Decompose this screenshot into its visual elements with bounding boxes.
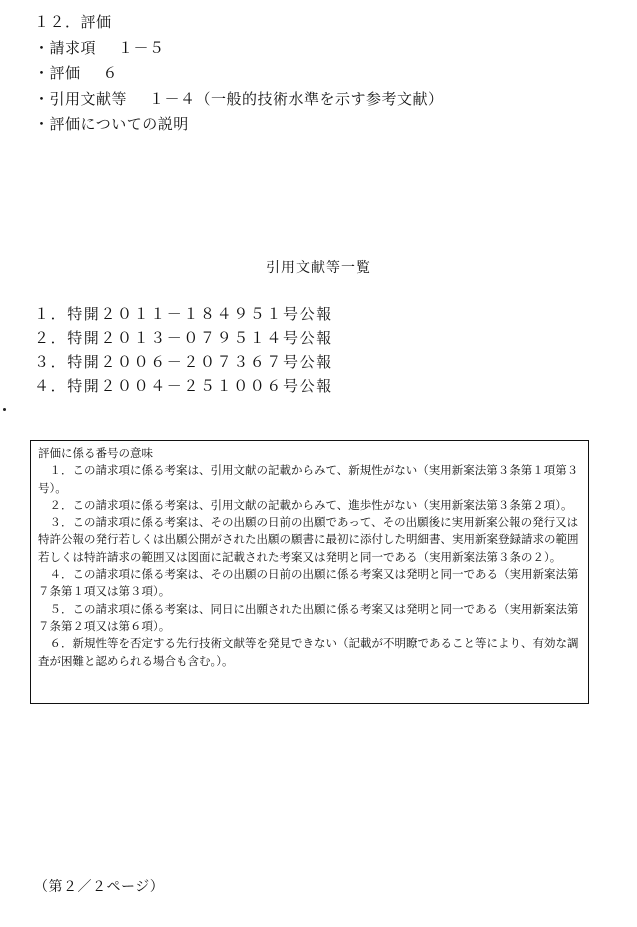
citations-list-title: 引用文献等一覧 <box>266 260 371 276</box>
legend-item: ４．この請求項に係る考案は、その出願の日前の出願に係る考案又は発明と同一である（実用新案法第７条第１項又は第３項）。 <box>38 567 579 599</box>
citations-label: ・引用文献等 <box>34 89 128 108</box>
citations-list <box>34 302 333 398</box>
rating-label: ・評価 <box>34 64 81 82</box>
claims-row <box>34 36 444 62</box>
evaluation-section <box>34 10 444 138</box>
legend-item: ２．この請求項に係る考案は、引用文献の記載からみて、進歩性がない（実用新案法第３条第２項）。 <box>49 497 573 512</box>
legend-item: ６．新規性等を否定する先行技術文献等を発見できない（記載が不明瞭であること等により、有効な調査が困難と認められる場合も含む。）。 <box>38 636 579 668</box>
citation-item: ４．特開２００４－２５１００６号公報 <box>34 377 333 395</box>
legend-title: 評価に係る番号の意味 <box>38 446 153 460</box>
page-number: （第２／２ページ） <box>34 879 165 895</box>
citation-item: ２．特開２０１３－０７９５１４号公報 <box>34 329 333 347</box>
explanation-label: ・評価についての説明 <box>34 115 189 133</box>
citation-item: ３．特開２００６－２０７３６７号公報 <box>34 353 333 371</box>
citations-row <box>34 87 444 113</box>
claims-value: １－５ <box>118 38 165 57</box>
rating-row <box>34 61 444 87</box>
evaluation-heading: １２．評価 <box>34 13 112 31</box>
claims-label: ・請求項 <box>34 38 97 57</box>
citation-item: １．特開２０１１－１８４９５１号公報 <box>34 305 333 323</box>
rating-legend-box <box>30 440 589 704</box>
legend-item: ３．この請求項に係る考案は、その出願の日前の出願であって、その出願後に実用新案公報の発行又は特許公報の発行若しくは出願公開がされた出願の願書に最初に添付した明細書、実用新案登録請求の範囲若しくは特許請求の範囲又は図面に記載された考案又は発明と同一である（実用新案法第３条の２）。 <box>38 515 579 564</box>
citations-value: １－４（一般的技術水準を示す参考文献） <box>149 89 444 108</box>
legend-item: １．この請求項に係る考案は、引用文献の記載からみて、新規性がない（実用新案法第３条第１項第３号）。 <box>38 463 579 495</box>
legend-item: ５．この請求項に係る考案は、同日に出願された出願に係る考案又は発明と同一である（実用新案法第７条第２項又は第６項）。 <box>38 601 579 633</box>
rating-value: ６ <box>102 64 119 82</box>
scan-speck <box>3 408 6 411</box>
